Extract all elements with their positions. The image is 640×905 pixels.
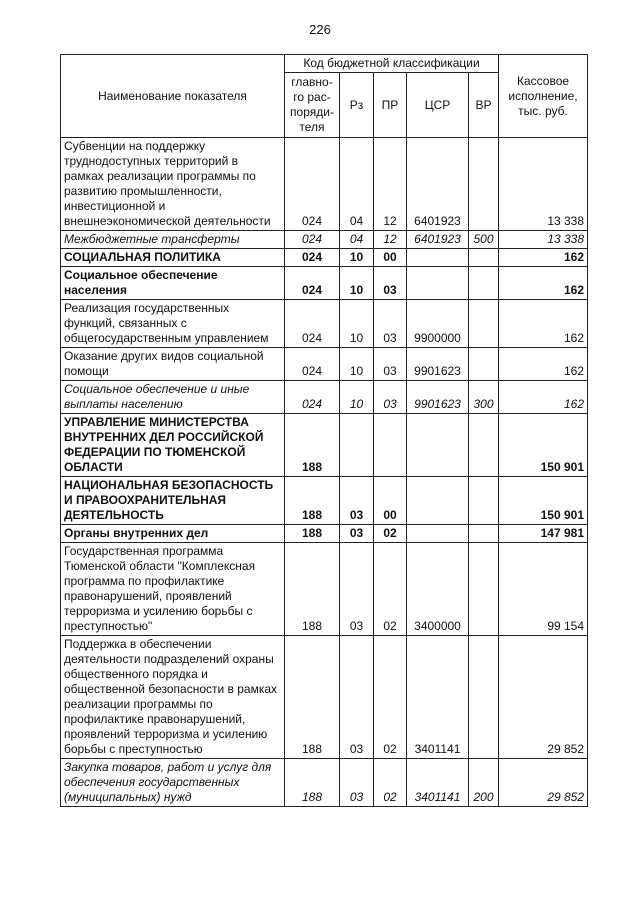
row-vr: 500 xyxy=(469,231,499,249)
row-vr xyxy=(469,543,499,636)
row-vr xyxy=(469,249,499,267)
row-name: Органы внутренних дел xyxy=(61,525,285,543)
table-row xyxy=(61,348,588,381)
header-name: Наименование показателя xyxy=(61,55,285,138)
row-rz: 10 xyxy=(340,300,374,348)
row-main: 024 xyxy=(285,300,340,348)
row-amount: 162 xyxy=(499,381,588,414)
table-row xyxy=(61,381,588,414)
row-main: 188 xyxy=(285,477,340,525)
row-vr: 200 xyxy=(469,759,499,807)
row-pr: 03 xyxy=(374,381,407,414)
row-name: Государственная программа Тюменской области "Комплексная программа по профилактике правонарушений, проявлений терроризма и усилению борьбы с преступностью" xyxy=(61,543,285,636)
table-row xyxy=(61,525,588,543)
row-vr xyxy=(469,300,499,348)
table-row xyxy=(61,267,588,300)
row-vr xyxy=(469,138,499,231)
row-pr: 12 xyxy=(374,231,407,249)
row-vr xyxy=(469,525,499,543)
row-pr: 12 xyxy=(374,138,407,231)
row-csr: 6401923 xyxy=(407,138,469,231)
row-main: 024 xyxy=(285,348,340,381)
row-pr: 02 xyxy=(374,759,407,807)
page-number: 226 xyxy=(309,22,331,37)
row-name: Поддержка в обеспечении деятельности подразделений охраны общественного порядка и общественной безопасности в рамках реализации программы по профилактике правонарушений, проявлений терроризма и усилению борьбы с преступностью xyxy=(61,636,285,759)
row-vr xyxy=(469,636,499,759)
header-csr: ЦСР xyxy=(407,73,469,138)
row-name: Закупка товаров, работ и услуг для обеспечения государственных (муниципальных) нужд xyxy=(61,759,285,807)
row-pr: 02 xyxy=(374,636,407,759)
row-rz: 10 xyxy=(340,249,374,267)
header-amount: Кассовое исполнение, тыс. руб. xyxy=(499,55,588,138)
table-row xyxy=(61,300,588,348)
row-name: НАЦИОНАЛЬНАЯ БЕЗОПАСНОСТЬ И ПРАВООХРАНИТЕЛЬНАЯ ДЕЯТЕЛЬНОСТЬ xyxy=(61,477,285,525)
table-row xyxy=(61,477,588,525)
row-pr: 03 xyxy=(374,348,407,381)
row-csr xyxy=(407,249,469,267)
table-row xyxy=(61,138,588,231)
row-name: Социальное обеспечение населения xyxy=(61,267,285,300)
row-rz: 03 xyxy=(340,543,374,636)
row-vr xyxy=(469,477,499,525)
row-main: 188 xyxy=(285,636,340,759)
row-csr: 6401923 xyxy=(407,231,469,249)
row-rz: 10 xyxy=(340,348,374,381)
row-amount: 29 852 xyxy=(499,759,588,807)
row-name: Межбюджетные трансферты xyxy=(61,231,285,249)
row-main: 024 xyxy=(285,138,340,231)
table-row xyxy=(61,231,588,249)
table-row xyxy=(61,543,588,636)
row-csr: 3400000 xyxy=(407,543,469,636)
header-pr: ПР xyxy=(374,73,407,138)
row-amount: 162 xyxy=(499,348,588,381)
row-rz: 03 xyxy=(340,525,374,543)
row-rz: 10 xyxy=(340,267,374,300)
row-rz xyxy=(340,414,374,477)
row-amount: 162 xyxy=(499,249,588,267)
row-amount: 162 xyxy=(499,267,588,300)
row-amount: 13 338 xyxy=(499,138,588,231)
row-rz: 03 xyxy=(340,477,374,525)
row-rz: 03 xyxy=(340,759,374,807)
row-amount: 150 901 xyxy=(499,414,588,477)
row-amount: 99 154 xyxy=(499,543,588,636)
row-name: Реализация государственных функций, связанных с общегосударственным управлением xyxy=(61,300,285,348)
row-amount: 13 338 xyxy=(499,231,588,249)
row-pr: 03 xyxy=(374,267,407,300)
row-rz: 04 xyxy=(340,138,374,231)
row-name: СОЦИАЛЬНАЯ ПОЛИТИКА xyxy=(61,249,285,267)
header-group: Код бюджетной классификации xyxy=(285,55,499,73)
row-csr: 3401141 xyxy=(407,636,469,759)
header-rz: Рз xyxy=(340,73,374,138)
row-pr: 03 xyxy=(374,300,407,348)
row-csr xyxy=(407,267,469,300)
row-csr xyxy=(407,477,469,525)
budget-table xyxy=(60,54,588,807)
row-csr: 3401141 xyxy=(407,759,469,807)
row-csr xyxy=(407,525,469,543)
row-rz: 04 xyxy=(340,231,374,249)
row-pr: 02 xyxy=(374,525,407,543)
row-csr xyxy=(407,414,469,477)
table-body xyxy=(61,138,588,807)
table-row xyxy=(61,759,588,807)
row-rz: 10 xyxy=(340,381,374,414)
row-main: 188 xyxy=(285,525,340,543)
row-main: 024 xyxy=(285,381,340,414)
row-csr: 9900000 xyxy=(407,300,469,348)
row-amount: 29 852 xyxy=(499,636,588,759)
row-amount: 150 901 xyxy=(499,477,588,525)
row-amount: 162 xyxy=(499,300,588,348)
row-csr: 9901623 xyxy=(407,348,469,381)
row-main: 024 xyxy=(285,267,340,300)
row-main: 188 xyxy=(285,759,340,807)
row-vr xyxy=(469,414,499,477)
row-pr: 00 xyxy=(374,249,407,267)
row-name: Социальное обеспечение и иные выплаты населению xyxy=(61,381,285,414)
row-vr: 300 xyxy=(469,381,499,414)
table-row xyxy=(61,414,588,477)
row-vr xyxy=(469,267,499,300)
row-csr: 9901623 xyxy=(407,381,469,414)
row-rz: 03 xyxy=(340,636,374,759)
row-pr xyxy=(374,414,407,477)
table-row xyxy=(61,636,588,759)
header-main: главно-го рас-поряди-теля xyxy=(285,73,340,138)
row-main: 024 xyxy=(285,231,340,249)
row-name: Оказание других видов социальной помощи xyxy=(61,348,285,381)
header-vr: ВР xyxy=(469,73,499,138)
row-amount: 147 981 xyxy=(499,525,588,543)
row-main: 188 xyxy=(285,543,340,636)
row-pr: 00 xyxy=(374,477,407,525)
row-vr xyxy=(469,348,499,381)
table-row xyxy=(61,249,588,267)
row-main: 024 xyxy=(285,249,340,267)
row-pr: 02 xyxy=(374,543,407,636)
row-name: УПРАВЛЕНИЕ МИНИСТЕРСТВА ВНУТРЕННИХ ДЕЛ РОССИЙСКОЙ ФЕДЕРАЦИИ ПО ТЮМЕНСКОЙ ОБЛАСТИ xyxy=(61,414,285,477)
row-name: Субвенции на поддержку труднодоступных территорий в рамках реализации программы по развитию промышленности, инвестиционной и внешнеэкономической деятельности xyxy=(61,138,285,231)
row-main: 188 xyxy=(285,414,340,477)
